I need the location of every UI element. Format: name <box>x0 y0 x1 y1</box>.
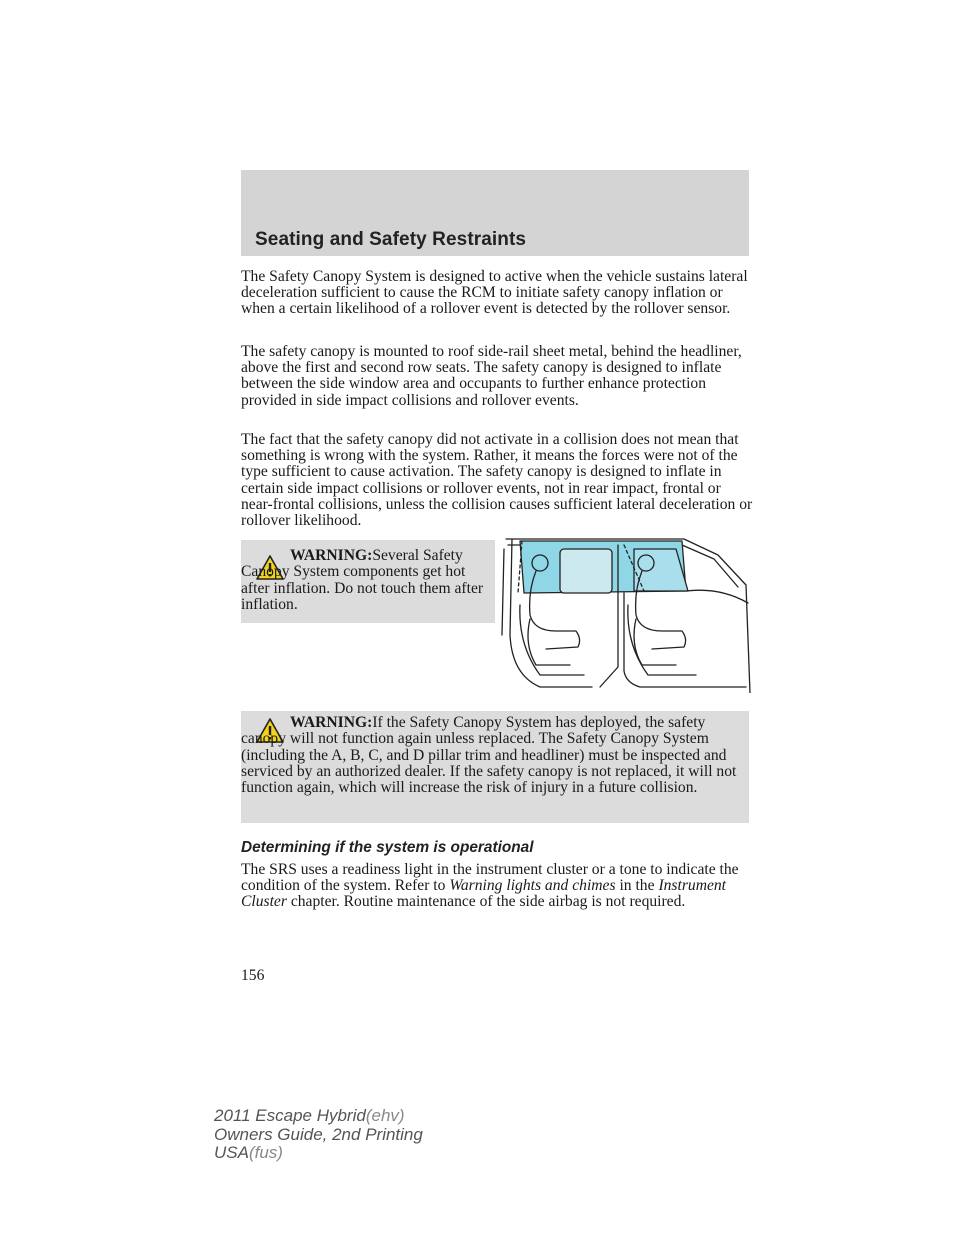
footer-model: 2011 Escape Hybrid <box>214 1106 366 1125</box>
reference-warning-lights: Warning lights and chimes <box>449 877 616 895</box>
page-title: Seating and Safety Restraints <box>255 229 527 250</box>
section-heading: Determining if the system is operational <box>241 839 534 856</box>
warning-box-hot-components <box>241 540 495 623</box>
footer-market-code: (fus) <box>248 1143 283 1162</box>
warning-label: WARNING: <box>290 547 373 564</box>
footer-model-code: (ehv) <box>365 1106 405 1125</box>
paragraph-canopy-activation: The Safety Canopy System is designed to active when the vehicle sustains lateral deceleration sufficient to cause the RCM to initiate safety canopy inflation or when a certain likelihood of a rollover event is detected by the rollover sensor. <box>241 268 748 318</box>
readiness-text-c: chapter. Routine maintenance of the side airbag is not required. <box>290 893 686 911</box>
footer-market: USA <box>214 1143 249 1162</box>
safety-canopy-illustration <box>500 535 752 693</box>
reference-instrument-cluster: Instrument Cluster <box>241 877 727 911</box>
warning-label: WARNING: <box>290 714 373 731</box>
warning-body: Several Safety Canopy System components get hot after inflation. Do not touch them after inflation. <box>241 547 484 613</box>
footer-print-info <box>214 1107 514 1163</box>
readiness-text-b: in the <box>619 877 655 895</box>
warning-text <box>241 548 491 613</box>
readiness-text-a: The SRS uses a readiness light in the instrument cluster or a tone to indicate the condition of the system. Refer to <box>241 861 739 895</box>
warning-text <box>241 715 745 796</box>
paragraph-canopy-non-activation: The fact that the safety canopy did not activate in a collision does not mean that something is wrong with the system. Rather, it means the forces were not of the type sufficient to cause activation. The safety canopy is designed to inflate in certain side impact collisions or rollover events, not in rear impact, frontal or near-frontal collisions, unless the collision causes sufficient lateral deceleration or rollover likelihood. <box>241 431 753 530</box>
footer-printing: Owners Guide, 2nd Printing <box>214 1124 423 1144</box>
page-number: 156 <box>241 967 265 984</box>
warning-body: If the Safety Canopy System has deployed, the safety canopy will not function again unless replaced. The Safety Canopy System (including the A, B, C, and D pillar trim and headliner) must be inspected and serviced by an authorized dealer. If the safety canopy is not replaced, it will not function again, which will increase the risk of injury in a future collision. <box>241 714 737 797</box>
warning-box-deployed-canopy <box>241 711 749 823</box>
paragraph-readiness <box>241 862 753 911</box>
paragraph-canopy-mounting: The safety canopy is mounted to roof side-rail sheet metal, behind the headliner, above the first and second row seats. The safety canopy is designed to inflate between the side window area and occupants to further enhance protection provided in side impact collisions and rollover events. <box>241 343 742 409</box>
